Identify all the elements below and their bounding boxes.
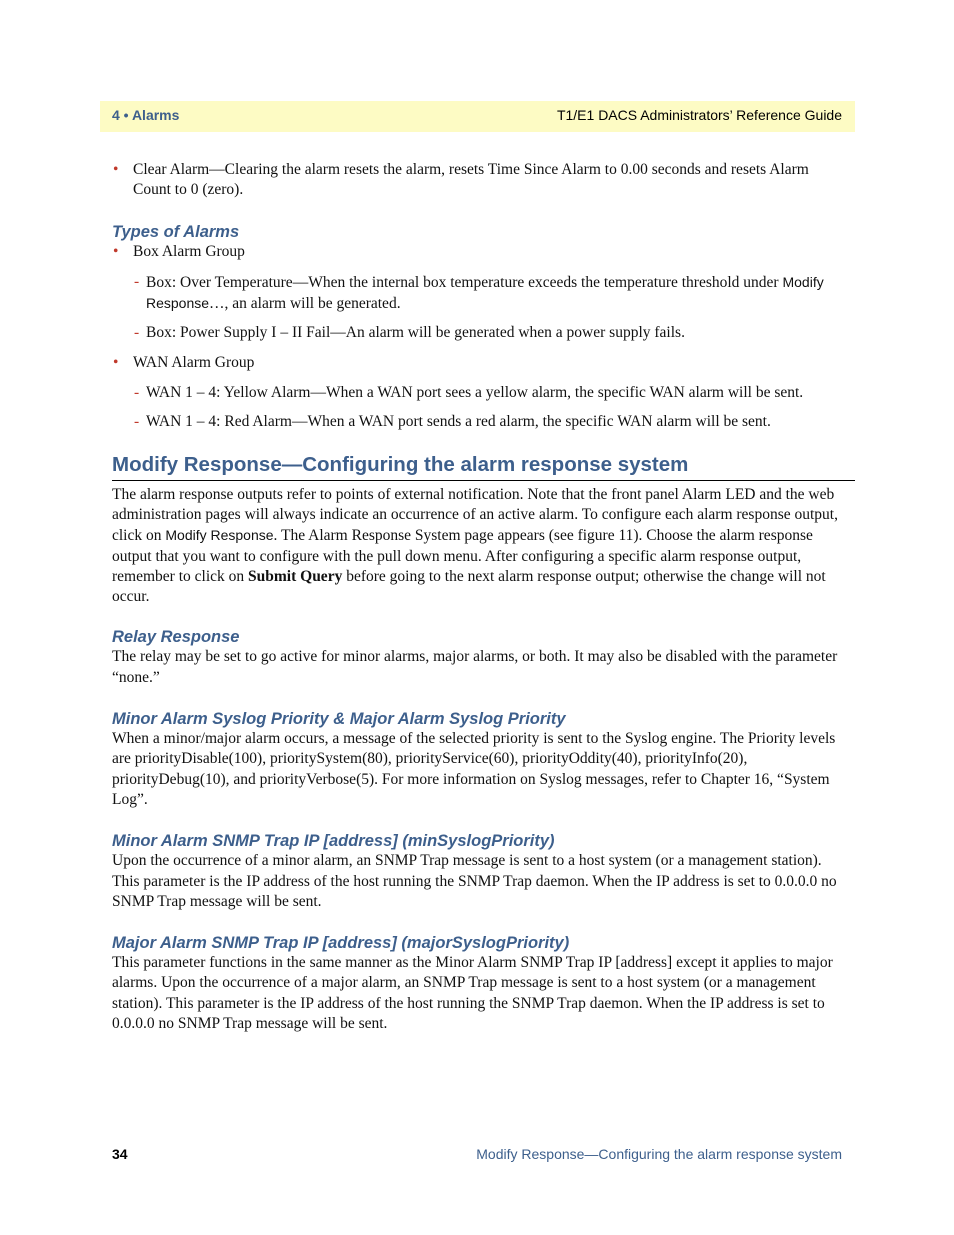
modify-response-link: Modify Response [165,527,274,544]
wan-yellow-alarm-text: WAN 1 – 4: Yellow Alarm—When a WAN port sees a yellow alarm, the specific WAN alarm will be sent. [146,384,804,402]
clear-alarm-text: Clear Alarm—Clearing the alarm resets the alarm, resets Time Since Alarm to 0.00 seconds and resets Alarm Count to 0 (zero). [133,161,809,199]
chapter-label: 4 • Alarms [112,107,180,123]
box-alarm-group-bullet [112,242,842,262]
box-power-supply-item [112,323,842,343]
submit-query-label: Submit Query [248,567,343,585]
wan-red-alarm-item [112,412,842,432]
major-snmp-heading: Major Alarm SNMP Trap IP [address] (majorSyslogPriority) [112,934,570,953]
footer-section-title: Modify Response—Configuring the alarm response system [476,1146,842,1162]
box-over-temp-item [112,272,842,315]
minor-snmp-body: Upon the occurrence of a minor alarm, an SNMP Trap message is sent to a host system (or a management station). This parameter is the IP address of the host running the SNMP Trap daemon. When the IP address is set to 0.0.0.0 no SNMP Trap message will be sent. [112,852,837,910]
wan-yellow-alarm-item [112,383,842,403]
box-alarm-group-label: Box Alarm Group [133,242,245,260]
box-over-temp-text-b: …, an alarm will be generated. [209,295,401,313]
clear-alarm-bullet [112,160,842,201]
relay-response-heading: Relay Response [112,628,240,647]
modify-response-text-b: . The Alarm Response System page appears (see figure 11). Choose the alarm response output that you want to configure with the pull down menu. After configuring a specific alarm response output, remember to click on [112,527,813,585]
guide-title: T1/E1 DACS Administrators’ Reference Guide [556,107,842,123]
box-over-temp-text-a: Box: Over Temperature—When the internal box temperature exceeds the temperature threshold under [146,273,783,291]
page-number: 34 [112,1146,128,1162]
minor-snmp-heading: Minor Alarm SNMP Trap IP [address] (minSyslogPriority) [112,832,555,851]
modify-response-paragraph [112,485,842,608]
major-snmp-body: This parameter functions in the same manner as the Minor Alarm SNMP Trap IP [address] except it applies to major alarms. Upon the occurrence of a major alarm, an SNMP Trap message is sent to a host system (or a management station). This parameter is the IP address of the host running the SNMP Trap daemon. When the IP address is set to 0.0.0.0 no SNMP Trap message will be sent. [112,954,833,1033]
relay-response-body: The relay may be set to go active for minor alarms, major alarms, or both. It may also be disabled with the parameter “none.” [112,648,838,686]
running-header [100,101,855,132]
modify-response-text-a: The alarm response outputs refer to points of external notification. Note that the front panel Alarm LED and the web administration pages will always indicate an occurrence of an active alarm. To configure each alarm response output, click on [112,485,838,545]
wan-alarm-group-bullet [112,353,842,373]
box-power-supply-text: Box: Power Supply I – II Fail—An alarm will be generated when a power supply fails. [146,324,685,342]
types-of-alarms-heading: Types of Alarms [112,222,240,241]
syslog-priority-heading: Minor Alarm Syslog Priority & Major Alarm Syslog Priority [112,710,566,729]
wan-alarm-group-label: WAN Alarm Group [133,353,255,371]
page-body [112,160,842,1034]
wan-red-alarm-text: WAN 1 – 4: Red Alarm—When a WAN port sends a red alarm, the specific WAN alarm will be sent. [146,413,771,431]
syslog-priority-body: When a minor/major alarm occurs, a message of the selected priority is sent to the Syslog engine. The Priority levels are priorityDisable(100), prioritySystem(80), priorityService(60), priorityOddity(40), priorityInfo(20), priorityDebug(10), and priorityVerbose(5). For more information on Syslog messages, refer to Chapter 16, “System Log”. [112,730,836,808]
modify-response-ref: Modify Response [146,273,824,312]
modify-response-heading: Modify Response—Configuring the alarm response system [112,452,855,481]
modify-response-text-c: before going to the next alarm response output; otherwise the change will not occur. [112,567,826,606]
